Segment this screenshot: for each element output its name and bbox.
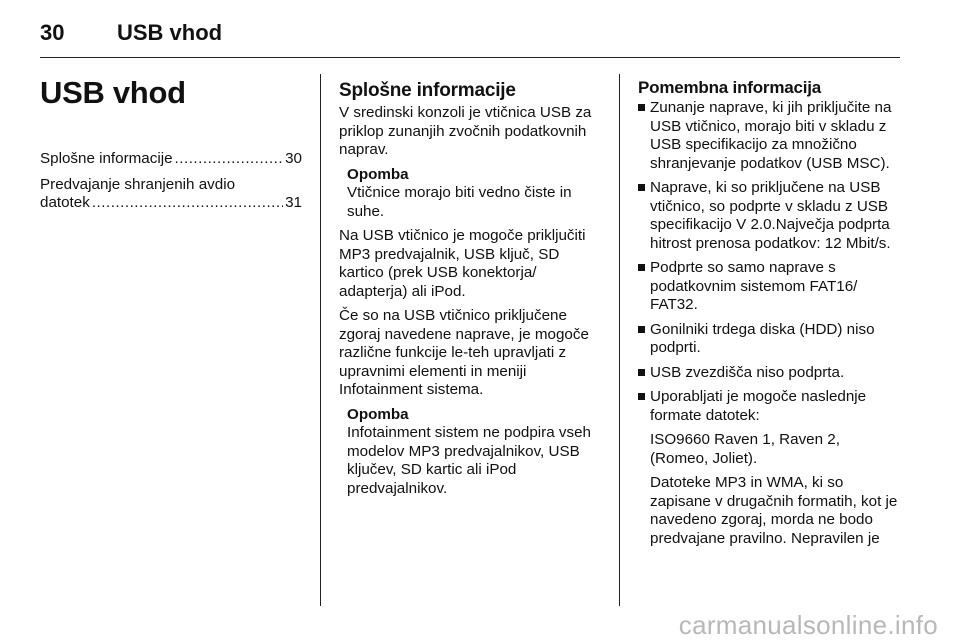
toc-label: datotek — [40, 194, 90, 211]
section-title: Pomembna informacija — [638, 78, 822, 97]
list-item: Uporabljati je mogoče naslednje formate datotek: — [638, 388, 902, 425]
note-title: Opomba — [347, 405, 409, 423]
toc-page: 30 — [285, 150, 302, 167]
page-header — [40, 18, 900, 48]
note-box — [347, 166, 603, 222]
column-general-info — [339, 74, 603, 504]
page-number: 30 — [40, 20, 65, 45]
paragraph: Na USB vtičnico je mogoče priključiti MP3 predvajalnik, USB ključ, SD kartico (prek USB konektorja/ adapterja) ali iPod. — [339, 227, 586, 300]
toc-entry-general-info[interactable] — [40, 150, 302, 169]
header-rule — [40, 57, 900, 58]
note-text: Infotainment sistem ne podpira vseh modelov MP3 predvajalnikov, USB ključev, SD kartic ali iPod predvajalnikov. — [347, 424, 591, 497]
bullet-list — [638, 99, 902, 425]
running-title: USB vhod — [117, 20, 223, 45]
toc-leader-dots — [175, 150, 284, 169]
intro-paragraph: V sredinski konzoli je vtičnica USB za priklop zunanjih zvočnih podatkovnih naprav. — [339, 104, 592, 158]
square-bullet-icon — [638, 369, 645, 376]
note-title: Opomba — [347, 165, 409, 183]
square-bullet-icon — [638, 264, 645, 271]
column-divider-1 — [320, 74, 321, 606]
list-item: Zunanje naprave, ki jih priključite na USB vtičnico, morajo biti v skladu z USB specifikacijo za množično shranjevanje podatkov (USB MSC). — [638, 99, 902, 173]
note-box — [347, 406, 603, 499]
square-bullet-icon — [638, 104, 645, 111]
toc-leader-dots — [92, 194, 283, 213]
list-item: Gonilniki trdega diska (HDD) niso podprti. — [638, 321, 902, 358]
list-item: Podprte so samo naprave s podatkovnim sistemom FAT16/ FAT32. — [638, 259, 902, 315]
toc-entry-playback[interactable] — [40, 176, 302, 213]
square-bullet-icon — [638, 393, 645, 400]
column-important-info — [638, 74, 902, 554]
toc-label-line1: Predvajanje shranjenih avdio — [40, 175, 236, 193]
format-list: ISO9660 Raven 1, Raven 2, (Romeo, Joliet). — [650, 431, 840, 467]
toc-page: 31 — [285, 194, 302, 211]
column-divider-2 — [619, 74, 620, 606]
square-bullet-icon — [638, 184, 645, 191]
watermark-text: carmanualsonline.info — [678, 610, 938, 640]
toc-label: Splošne informacije — [40, 150, 173, 167]
paragraph: Če so na USB vtičnico priključene zgoraj navedene naprave, je mogoče različne funkcije le-teh upravljati z upravnimi elementi in meniji Infotainment sistema. — [339, 307, 589, 398]
chapter-title: USB vhod — [40, 75, 186, 110]
column-toc — [40, 74, 302, 220]
list-item: USB zvezdišča niso podprta. — [638, 364, 902, 383]
square-bullet-icon — [638, 326, 645, 333]
note-text: Vtičnice morajo biti vedno čiste in suhe. — [347, 184, 572, 220]
format-note: Datoteke MP3 in WMA, ki so zapisane v drugačnih formatih, kot je navedeno zgoraj, morda ne bodo predvajane pravilno. Nepravilen je — [650, 474, 898, 547]
section-title: Splošne informacije — [339, 80, 516, 101]
list-item: Naprave, ki so priključene na USB vtičnico, so podprte v skladu z USB specifikacijo V 2.0.Največja podprta hitrost prenosa podatkov: 12 Mbit/s. — [638, 179, 902, 253]
